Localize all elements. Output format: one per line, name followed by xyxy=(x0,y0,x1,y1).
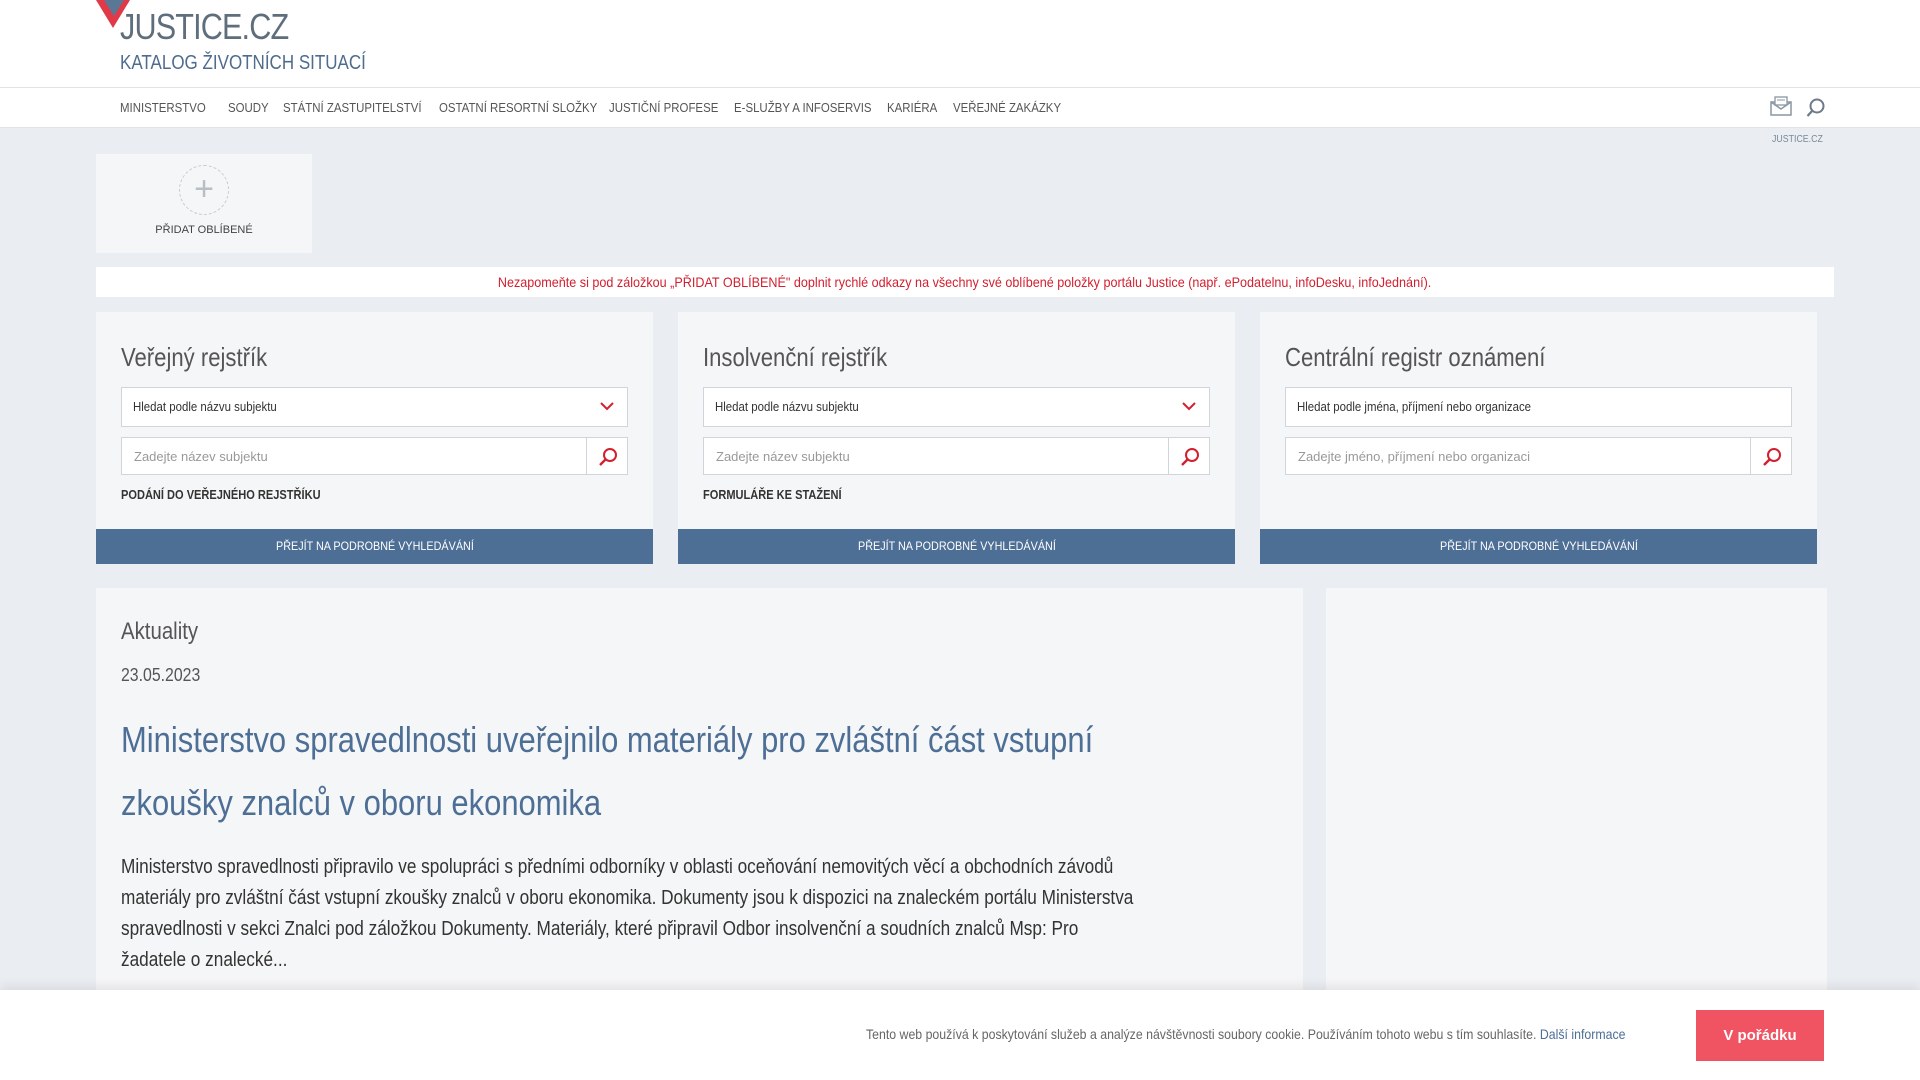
mail-icon[interactable] xyxy=(1770,96,1792,116)
sidebar-box xyxy=(1326,588,1827,1008)
justice-cz-link[interactable]: JUSTICE.CZ xyxy=(1772,134,1823,145)
nav-item-justicni-profese[interactable]: JUSTIČNÍ PROFESE xyxy=(609,100,719,115)
panel-title: Veřejný rejstřík xyxy=(121,342,268,372)
nav-item-ministerstvo[interactable]: MINISTERSTVO xyxy=(120,100,206,115)
select-value: Hledat podle jména, příjmení nebo organizace xyxy=(1297,399,1532,414)
nav-item-verejne-zakazky[interactable]: VEŘEJNÉ ZAKÁZKY xyxy=(953,100,1062,115)
search-row xyxy=(703,437,1210,475)
search-icon[interactable] xyxy=(1806,98,1826,118)
search-type-select[interactable] xyxy=(121,387,628,427)
nav-item-e-sluzby[interactable]: E-SLUŽBY A INFOSERVIS xyxy=(734,100,872,115)
panel-centralni-registr xyxy=(1260,312,1817,564)
search-icon xyxy=(1761,446,1783,468)
select-value: Hledat podle názvu subjektu xyxy=(133,399,277,414)
panel-verejny-rejstrik xyxy=(96,312,653,564)
search-icon xyxy=(597,446,619,468)
news-headline[interactable]: Ministerstvo spravedlnosti uveřejnilo materiály pro zvláštní část vstupní zkoušky znalců v oboru ekonomika xyxy=(121,719,1094,823)
panel-link[interactable]: PODÁNÍ DO VEŘEJNÉHO REJSTŘÍKU xyxy=(121,487,321,502)
news-section xyxy=(96,588,1303,1008)
panel-link[interactable]: FORMULÁŘE KE STAŽENÍ xyxy=(703,487,842,502)
search-button[interactable] xyxy=(586,437,628,475)
detailed-search-button[interactable] xyxy=(678,529,1235,564)
detailed-search-button[interactable] xyxy=(1260,529,1817,564)
search-row xyxy=(1285,437,1792,475)
button-label: PŘEJÍT NA PODROBNÉ VYHLEDÁVÁNÍ xyxy=(275,539,474,553)
cookie-message: Tento web používá k poskytování služeb a analýze návštěvnosti soubory cookie. Používáním tohoto webu s tím souhlasíte. xyxy=(866,1026,1537,1042)
news-date: 23.05.2023 xyxy=(121,665,201,685)
notice-text: Nezapomeňte si pod záložkou „PŘIDAT OBLÍBENÉ" doplnit rychlé odkazy na všechny své oblíbené položky portálu Justice (např. ePodatelnu, infoDesku, infoJednání). xyxy=(498,274,1432,290)
search-type-select[interactable] xyxy=(1285,387,1792,427)
button-label: PŘEJÍT NA PODROBNÉ VYHLEDÁVÁNÍ xyxy=(857,539,1056,553)
search-input[interactable] xyxy=(121,437,587,475)
search-input[interactable] xyxy=(1285,437,1751,475)
search-type-select[interactable] xyxy=(703,387,1210,427)
panel-title: Insolvenční rejstřík xyxy=(703,342,888,372)
panel-title: Centrální registr oznámení xyxy=(1285,342,1546,372)
site-header xyxy=(0,0,1920,88)
nav-item-statni-zastupitelstvi[interactable]: STÁTNÍ ZASTUPITELSTVÍ xyxy=(283,100,422,115)
chevron-down-icon xyxy=(1181,400,1197,412)
chevron-down-icon xyxy=(599,400,615,412)
detailed-search-button[interactable] xyxy=(96,529,653,564)
search-button[interactable] xyxy=(1168,437,1210,475)
cookie-accept-button[interactable]: V pořádku xyxy=(1696,1010,1824,1061)
button-label: PŘEJÍT NA PODROBNÉ VYHLEDÁVÁNÍ xyxy=(1439,539,1638,553)
nav-item-ostatni-resortni-slozky[interactable]: OSTATNÍ RESORTNÍ SLOŽKY xyxy=(439,100,598,115)
favorites-notice xyxy=(96,267,1834,297)
cookie-bar xyxy=(0,990,1920,1080)
nav-item-soudy[interactable]: SOUDY xyxy=(228,100,269,115)
select-value: Hledat podle názvu subjektu xyxy=(715,399,859,414)
cookie-more-info-link[interactable]: Další informace xyxy=(1539,1026,1626,1042)
search-input[interactable] xyxy=(703,437,1169,475)
search-icon xyxy=(1179,446,1201,468)
add-favorites-tile[interactable] xyxy=(96,154,312,253)
nav-item-kariera[interactable]: KARIÉRA xyxy=(887,100,938,115)
site-logo[interactable]: JUSTICE.CZ xyxy=(120,6,289,47)
search-row xyxy=(121,437,628,475)
main-nav xyxy=(0,88,1920,128)
cookie-text xyxy=(866,1026,1625,1042)
plus-icon: + xyxy=(179,165,229,215)
search-button[interactable] xyxy=(1750,437,1792,475)
add-favorites-label: PŘIDAT OBLÍBENÉ xyxy=(155,224,253,236)
panel-insolvencni-rejstrik xyxy=(678,312,1235,564)
site-subtitle[interactable]: KATALOG ŽIVOTNÍCH SITUACÍ xyxy=(120,52,366,74)
news-body: Ministerstvo spravedlnosti připravilo ve spolupráci s předními odborníky v oblasti oceňování nemovitých věcí a obchodních závodů materiály pro zvláštní část vstupní zkoušky znalců v oboru ekonomika. Dokumenty jsou k dispozici na znaleckém portálu Ministerstva spravedlnosti v sekci Znalci pod záložkou Dokumenty. Materiály, které připravil Odbor insolvenční a soudních znalců Msp: Pro žadatele o znalecké... xyxy=(121,856,1134,971)
news-section-title: Aktuality xyxy=(121,618,199,645)
